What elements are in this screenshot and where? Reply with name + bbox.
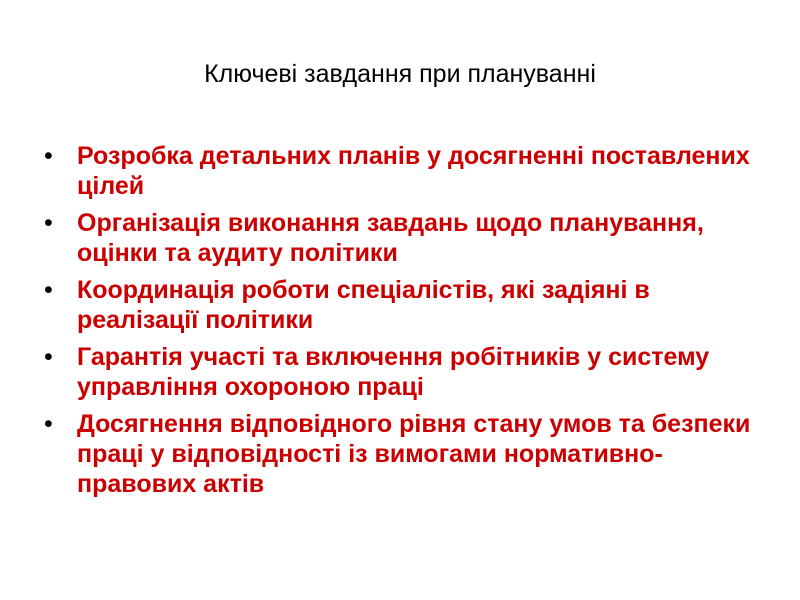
bullet-marker: • [44,410,53,438]
bullet-item-coordination [44,275,764,335]
bullet-text: Координація роботи спеціалістів, які задіяні в реалізації політики [77,276,650,334]
bullet-marker: • [44,343,53,371]
bullet-text: Досягнення відповідного рівня стану умов та безпеки праці у відповідності із вимогами нормативно-правових актів [77,410,751,498]
bullet-item-participation [44,342,764,402]
bullet-item-planning [44,141,764,201]
bullet-marker: • [44,209,53,237]
bullet-item-compliance [44,409,764,499]
slide-title: Ключеві завдання при плануванні [204,60,596,88]
bullet-marker: • [44,142,53,170]
bullet-list [44,141,764,506]
bullet-item-organization [44,208,764,268]
bullet-text: Організація виконання завдань щодо планування, оцінки та аудиту політики [77,209,704,267]
bullet-text: Гарантія участі та включення робітників у систему управління охороною праці [77,343,710,401]
bullet-text: Розробка детальних планів у досягненні поставлених цілей [77,142,750,200]
bullet-marker: • [44,276,53,304]
